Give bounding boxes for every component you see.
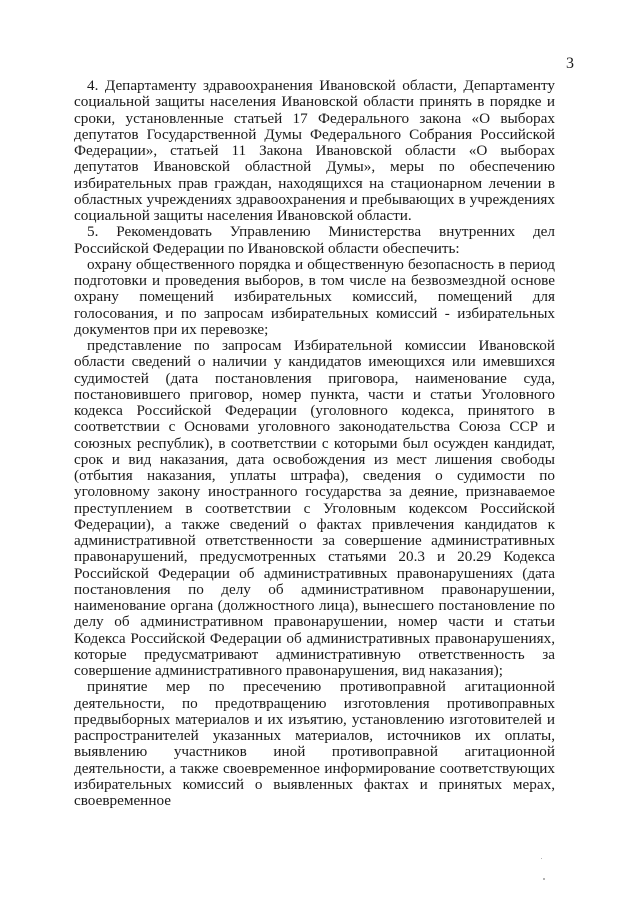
document-body — [74, 78, 555, 809]
page-number: 3 — [566, 55, 574, 72]
scan-speck — [541, 858, 542, 859]
paragraph-item-5: 5. Рекомендовать Управлению Министерства внутренних дел Российской Федерации по Ивановской области обеспечить: — [74, 223, 555, 257]
paragraph-agitation-measures: принятие мер по пресечению противоправной агитационной деятельности, по предотвращению изготовления противоправных предвыборных материалов и их изъятию, установлению изготовителей и распространителей указанных материалов, источников их оплаты, выявлению участников иной противоправной агитационной деятельности, а также своевременное информирование соответствующих избирательных комиссий о выявленных фактах и принятых мерах, своевременное — [74, 678, 555, 809]
scan-speck — [543, 878, 545, 880]
paragraph-public-order: охрану общественного порядка и общественную безопасность в период подготовки и проведения выборов, в том числе на безвозмездной основе охрану помещений избирательных комиссий, помещений для голосования, и по запросам избирательных комиссий - избирательных документов при их перевозке; — [74, 255, 555, 338]
paragraph-item-4: 4. Департаменту здравоохранения Ивановской области, Департаменту социальной защиты населения Ивановской области принять в порядке и сроки, установленные статьей 17 Федерального закона «О выборах депутатов Государственной Думы Федерального Собрания Российской Федерации», статьей 11 Закона Ивановской области «О выборах депутатов Ивановской областной Думы», меры по обеспечению избирательных прав граждан, находящихся на стационарном лечении в областных учреждениях здравоохранения и пребывающих в учреждениях социальной защиты населения Ивановской области. — [74, 77, 555, 224]
paragraph-criminal-records: представление по запросам Избирательной комиссии Ивановской области сведений о наличии у кандидатов имеющихся или имевшихся судимостей (дата постановления приговора, наименование суда, постановившего приговор, номер пункта, части и статьи Уголовного кодекса Российской Федерации (уголовного кодекса, принятого в соответствии с Основами уголовного законодательства Союза ССР и союзных республик), в соответствии с которыми был осужден кандидат, срок и вид наказания, дата освобождения из мест лишения свободы (отбытия наказания, уплаты штрафа), сведения о судимости по уголовному закону иностранного государства за деяние, признаваемое преступлением в соответствии с Уголовным кодексом Российской Федерации), а также сведений о фактах привлечения кандидатов к административной ответственности за совершение административных правонарушений, предусмотренных статьями 20.3 и 20.29 Кодекса Российской Федерации об административных правонарушениях (дата постановления по делу об административном правонарушении, наименование органа (должностного лица), вынесшего постановление по делу об административном правонарушении, номер части и статьи Кодекса Российской Федерации об административных правонарушениях, которые предусматривают административную ответственность за совершение административного правонарушения, вид наказания); — [74, 337, 555, 679]
